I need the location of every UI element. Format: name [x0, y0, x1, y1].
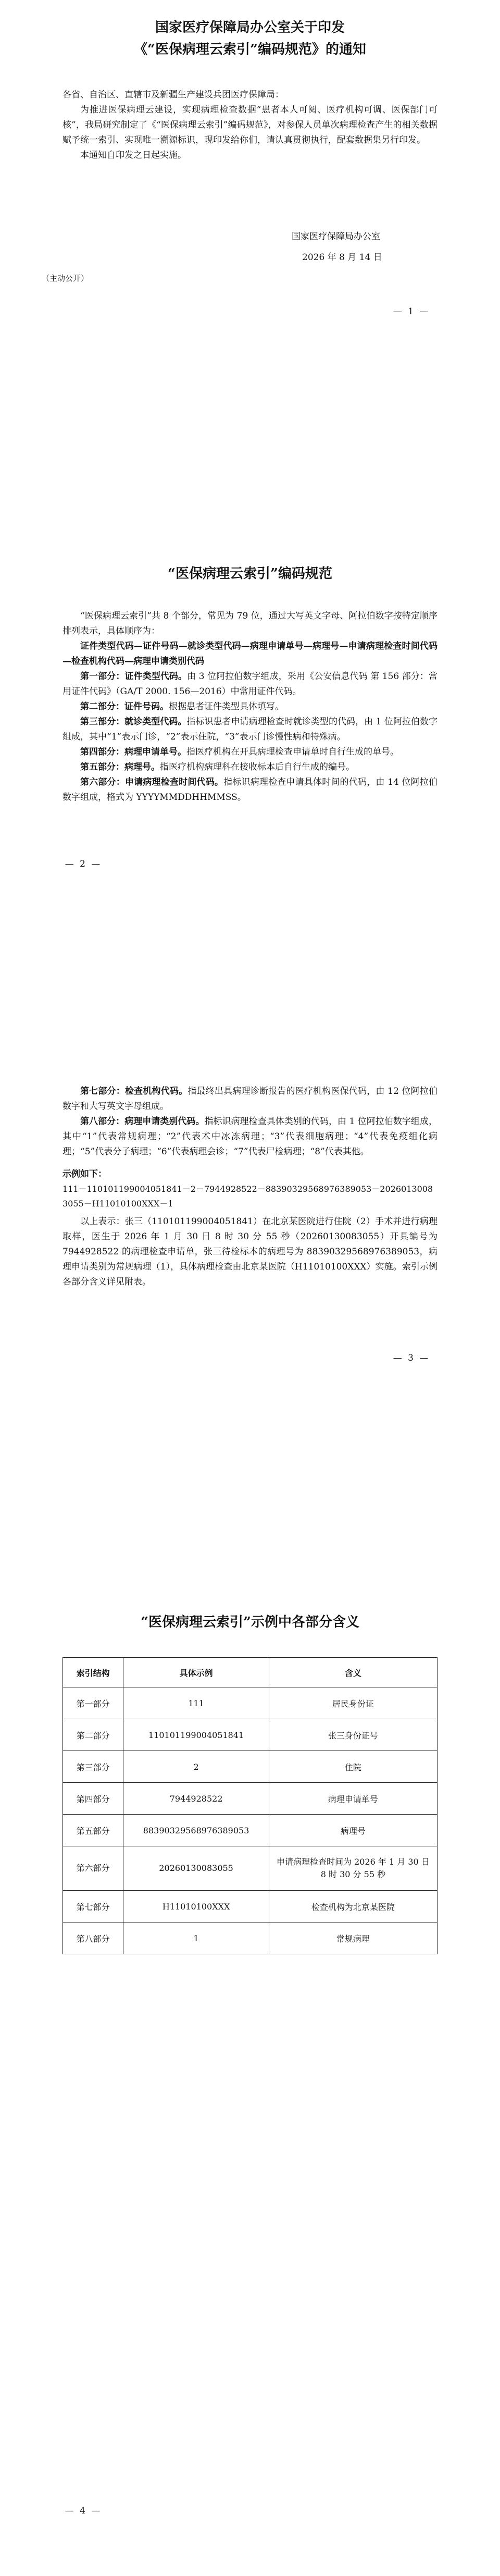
spec-title: “医保病理云索引”编码规范	[168, 566, 332, 582]
spec-intro: “医保病理云索引”共 8 个部分，常见为 79 位，通过大写英文字母、阿拉伯数字按特定顺序排列表示，具体顺序为：	[63, 611, 438, 636]
page-number-1: — 1 —	[393, 306, 430, 317]
notice-body	[63, 88, 438, 163]
page-number-4: — 4 —	[65, 2506, 102, 2516]
spec-body-1	[63, 609, 438, 805]
spec-part-1: 第一部分：证件类型代码。由 3 位阿拉伯数字组成，采用《公安信息代码 第 156 部分：常用证件代码》（GA/T 2000. 156—2016）中常用证件代码。	[63, 671, 438, 697]
page-number-3: — 3 —	[393, 1353, 430, 1363]
table-page	[0, 1563, 500, 2576]
notice-title-line2: 《“医保病理云索引”编码规范》的通知	[134, 42, 366, 57]
notice-paragraph-2: 本通知自印发之日起实施。	[80, 150, 186, 161]
spec-body-2	[63, 1084, 438, 1290]
table-row: 第四部分 7944928522 病理申请单号	[63, 1783, 438, 1815]
notice-page	[0, 0, 500, 521]
table-header-structure: 索引结构	[63, 1658, 123, 1687]
spec-structure-text: 证件类型代码—证件号码—就诊类型代码—病理申请单号—病理号—申请病理检查时间代码—检查机构代码—病理申请类别代码	[63, 641, 438, 667]
spec-page-1	[0, 521, 500, 1042]
table-row: 第一部分 111 居民身份证	[63, 1687, 438, 1719]
spec-part-3: 第三部分：就诊类型代码。指标识患者申请病理检查时就诊类型的代码，由 1 位阿拉伯数字组成，其中“1”表示门诊，“2”表示住院，“3”表示门诊慢性病和特殊病。	[63, 717, 438, 742]
notice-addressee: 各省、自治区、直辖市及新疆生产建设兵团医疗保障局：	[63, 90, 284, 100]
example-heading: 示例如下：	[63, 1169, 107, 1179]
table-header-row	[63, 1658, 438, 1687]
table-title: “医保病理云索引”示例中各部分含义	[141, 1614, 359, 1630]
notice-paragraph-1: 为推进医保病理云建设，实现病理检查数据“患者本人可阅、医疗机构可调、医保部门可核”，我局研究制定了《“医保病理云索引”编码规范》，对参保人员单次病理检查产生的相关数据赋予统一索引、实现唯一溯源标识，现印发给你们，请认真贯彻执行，配套数据集另行印发。	[63, 105, 438, 145]
table-row: 第六部分 20260130083055 申请病理检查时间为 2026 年 1 月 30 日 8 时 30 分 55 秒	[63, 1846, 438, 1891]
spec-part-5: 第五部分：病理号。指医疗机构病理科在接收标本后自行生成的编号。	[80, 762, 355, 772]
notice-date: 2026 年 8 月 14 日	[302, 252, 382, 263]
spec-structure	[63, 639, 438, 669]
notice-issuer: 国家医疗保障局办公室	[292, 231, 380, 242]
spec-part-7: 第七部分：检查机构代码。指最终出具病理诊断报告的医疗机构医保代码，由 12 位阿拉伯数字和大写英文字母组成。	[63, 1086, 438, 1112]
meaning-table	[63, 1657, 438, 1954]
example-code: 111－110101199004051841－2－7944928522－883903295689763890​53－20260130083055－H11010100XXX－1	[63, 1184, 433, 1209]
spec-part-8: 第八部分：病理申请类别代码。指标识病理检查具体类别的代码，由 1 位阿拉伯数字组成，其中“1”代表常规病理；“2”代表术中冰冻病理；“3”代表细胞病理；“4”代表免疫组化病理；“5”代表分子病理；“6”代表病理会诊；“7”代表尸检病理；“8”代表其他。	[63, 1116, 438, 1157]
table-row: 第二部分 110101199004051841 张三身份证号	[63, 1719, 438, 1751]
table-row: 第八部分 1 常规病理	[63, 1922, 438, 1954]
table-header-meaning: 含义	[269, 1658, 437, 1687]
spec-part-4: 第四部分：病理申请单号。指医疗机构在开具病理检查申请单时自行生成的单号。	[80, 747, 399, 757]
table-header-example: 具体示例	[123, 1658, 269, 1687]
table-row: 第五部分 88390329568976389053 病理号	[63, 1815, 438, 1846]
notice-disclosure: （主动公开）	[42, 274, 89, 283]
table-row: 第三部分 2 住院	[63, 1751, 438, 1783]
table-row: 第七部分 H11010100XXX 检查机构为北京某医院	[63, 1891, 438, 1922]
spec-part-6: 第六部分：申请病理检查时间代码。指标识病理检查申请具体时间的代码，由 14 位阿拉伯数字组成，格式为 YYYYMMDDHHMMSS。	[63, 777, 438, 803]
page-number-2: — 2 —	[65, 859, 102, 869]
spec-page-2	[0, 1042, 500, 1563]
notice-title-line1: 国家医疗保障局办公室关于印发	[155, 20, 345, 35]
example-explanation: 以上表示：张三（110101199004051841）在北京某医院进行住院（2）手术并进行病理取样，医生于 2026 年 1 月 30 日 8 时 30 分 55 秒（20260130083055）开具编号为 7944928522 的病理检查申请单，张三待检标本的病理号为 88390329568976389053，病理申请类别为常规病理（1），具体病理检查由北京某医院（H11010100XXX）实施。索引示例各部分含义详见附表。	[63, 1216, 438, 1287]
spec-part-2: 第二部分：证件号码。根据患者证件类型具体填写。	[80, 701, 284, 712]
